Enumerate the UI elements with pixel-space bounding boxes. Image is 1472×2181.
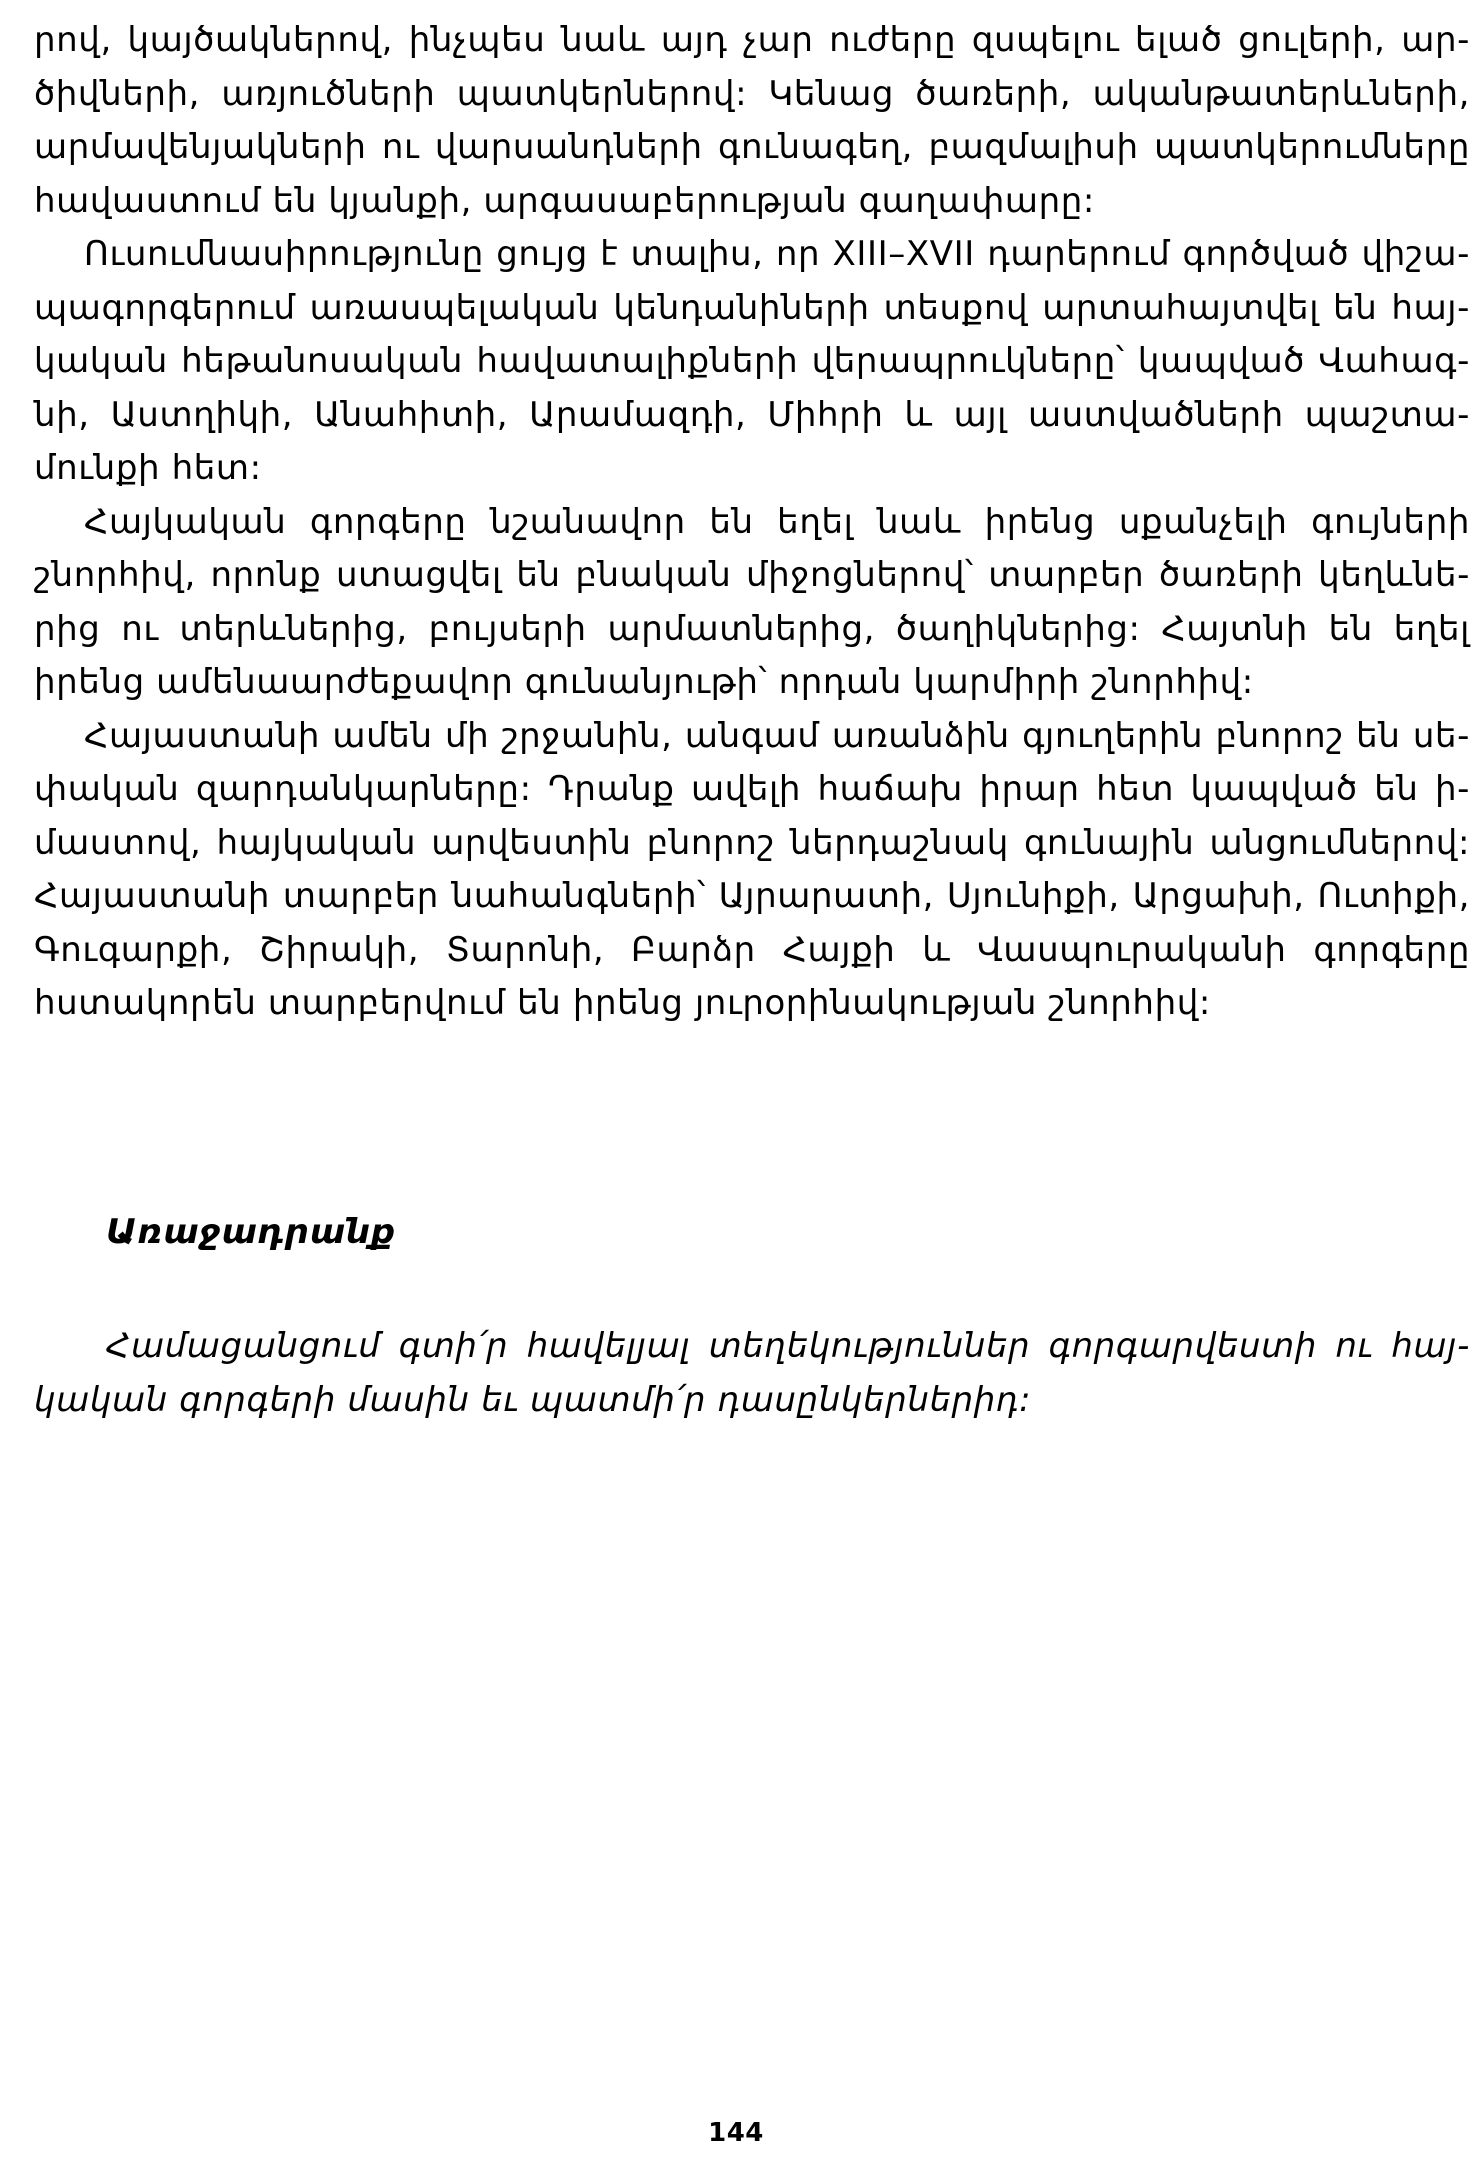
assignment-text xyxy=(34,1320,1470,1427)
text-line: Գուգարքի, Շիրակի, Տարոնի, Բարձր Հայքի և Վասպուրականի գորգերը xyxy=(34,929,1470,970)
paragraph-4 xyxy=(34,710,1470,1031)
paragraph-3 xyxy=(34,496,1470,710)
document-body xyxy=(34,14,1470,1031)
page-number: 144 xyxy=(708,2118,764,2148)
text-line: փական զարդանկարները: Դրանք ավելի հաճախ իրար հետ կապված են ի- xyxy=(34,769,1470,809)
text-line: հավաստում են կյանքի, արգասաբերության գաղափարը: xyxy=(34,180,1095,221)
paragraph-1 xyxy=(34,14,1470,228)
text-line: րից ու տերևներից, բույսերի արմատներից, ծաղիկներից: Հայտնի են եղել xyxy=(34,608,1470,649)
text-line: Հայկական գորգերը նշանավոր են եղել նաև իրենց սքանչելի գույների xyxy=(84,501,1470,542)
text-line: իրենց ամենաարժեքավոր գունանյութի՝ որդան կարմիրի շնորհիվ: xyxy=(34,662,1254,702)
text-line: Հայաստանի տարբեր նահանգների՝ Այրարատի, Սյունիքի, Արցախի, Ուտիքի, xyxy=(34,876,1470,916)
text-line: Համացանցում գտի՛ր հավելյալ տեղեկություններ գորգարվեստի ու հայ- xyxy=(106,1326,1470,1366)
text-line: ծիվների, առյուծների պատկերներով: Կենաց ծառերի, ականթատերևների, xyxy=(34,73,1470,114)
text-line: Ուսումնասիրությունը ցույց է տալիս, որ XIII–XVII դարերում գործված վիշա- xyxy=(84,234,1470,274)
text-line: մաստով, հայկական արվեստին բնորոշ ներդաշնակ գունային անցումներով: xyxy=(34,822,1470,863)
text-line: Հայաստանի ամեն մի շրջանին, անգամ առանձին գյուղերին բնորոշ են սե- xyxy=(84,715,1470,756)
text-line: րով, կայծակներով, ինչպես նաև այդ չար ուժերը զսպելու ելած ցուլերի, ար- xyxy=(34,20,1470,60)
text-line: կական գորգերի մասին եւ պատմի՛ր դասընկերներիդ: xyxy=(34,1379,1032,1420)
paragraph-2 xyxy=(34,228,1470,496)
text-line: հստակորեն տարբերվում են իրենց յուրօրինակության շնորհիվ: xyxy=(34,983,1211,1023)
assignment-heading: Առաջադրանք xyxy=(106,1212,396,1252)
text-line: պագորգերում առասպելական կենդանիների տեսքով արտահայտվել են հայ- xyxy=(34,287,1470,328)
text-line: մունքի հետ: xyxy=(34,448,262,488)
text-line: շնորհիվ, որոնք ստացվել են բնական միջոցներով՝ տարբեր ծառերի կեղևնե- xyxy=(34,555,1470,595)
text-line: արմավենյակների ու վարսանդների գունագեղ, բազմալիսի պատկերումները xyxy=(34,127,1470,167)
text-line: կական հեթանոսական հավատալիքների վերապրուկները՝ կապված Վահագ- xyxy=(34,341,1470,381)
text-line: նի, Աստղիկի, Անահիտի, Արամազդի, Միհրի և այլ աստվածների պաշտա- xyxy=(34,394,1470,435)
